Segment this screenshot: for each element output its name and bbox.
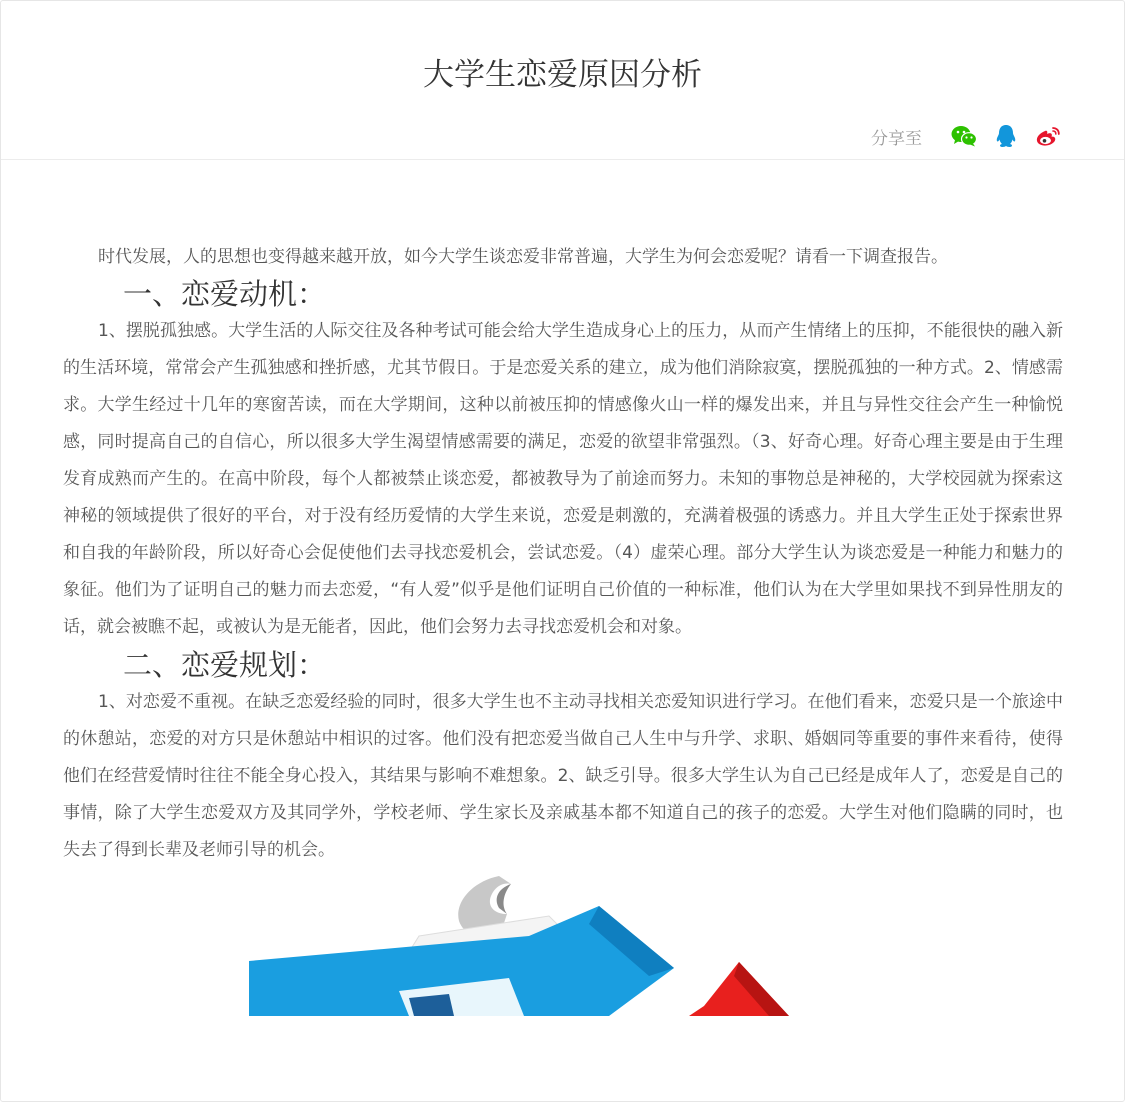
section-body-motives: 1、摆脱孤独感。大学生活的人际交往及各种考试可能会给大学生造成身心上的压力，从而产生情绪上的压抑，不能很快的融入新的生活环境，常常会产生孤独感和挫折感，尤其节假日。于是恋爱关系的建立，成为他们消除寂寞，摆脱孤独的一种方式。2、情感需求。大学生经过十几年的寒窗苦读，而在大学期间，这种以前被压抑的情感像火山一样的爆发出来，并且与异性交往会产生一种愉悦感，同时提高自己的自信心，所以很多大学生渴望情感需要的满足，恋爱的欲望非常强烈。（3、好奇心理。好奇心理主要是由于生理发育成熟而产生的。在高中阶段，每个人都被禁止谈恋爱，都被教导为了前途而努力。未知的事物总是神秘的，大学校园就为探索这神秘的领域提供了很好的平台，对于没有经历爱情的大学生来说，恋爱是刺激的，充满着极强的诱惑力。并且大学生正处于探索世界和自我的年龄阶段，所以好奇心会促使他们去寻找恋爱机会，尝试恋爱。（4）虚荣心理。部分大学生认为谈恋爱是一种能力和魅力的象征。他们为了证明自己的魅力而去恋爱，“有人爱”似乎是他们证明自己价值的一种标准，他们认为在大学里如果找不到异性朋友的话，就会被瞧不起，或被认为是无能者，因此，他们会努力去寻找恋爱机会和对象。 [63,321,1063,637]
article-body [63,239,1063,869]
section-body-planning: 1、对恋爱不重视。在缺乏恋爱经验的同时，很多大学生也不主动寻找相关恋爱知识进行学习。在他们看来，恋爱只是一个旅途中的休憩站，恋爱的对方只是休憩站中相识的过客。他们没有把恋爱当做自己人生中与升学、求职、婚姻同等重要的事件来看待，使得他们在经营爱情时往往不能全身心投入，其结果与影响不难想象。2、缺乏引导。很多大学生认为自己已经是成年人了，恋爱是自己的事情，除了大学生恋爱双方及其同学外，学校老师、学生家长及亲戚基本都不知道自己的孩子的恋爱。大学生对他们隐瞒的同时，也失去了得到长辈及老师引导的机会。 [63,692,1063,860]
intro-paragraph: 时代发展，人的思想也变得越来越开放，如今大学生谈恋爱非常普遍，大学生为何会恋爱呢？请看一下调查报告。 [98,247,948,267]
article-header [1,1,1124,160]
share-bar [871,121,1062,151]
weibo-icon[interactable] [1034,122,1062,150]
section-heading-planning: 二、恋爱规划： [123,648,327,682]
article-illustration [249,876,809,1016]
wechat-icon[interactable] [950,122,978,150]
section-heading-motives: 一、恋爱动机： [123,277,327,311]
qq-icon[interactable] [992,122,1020,150]
article-title: 大学生恋爱原因分析 [423,57,702,93]
share-label: 分享至 [871,128,922,149]
